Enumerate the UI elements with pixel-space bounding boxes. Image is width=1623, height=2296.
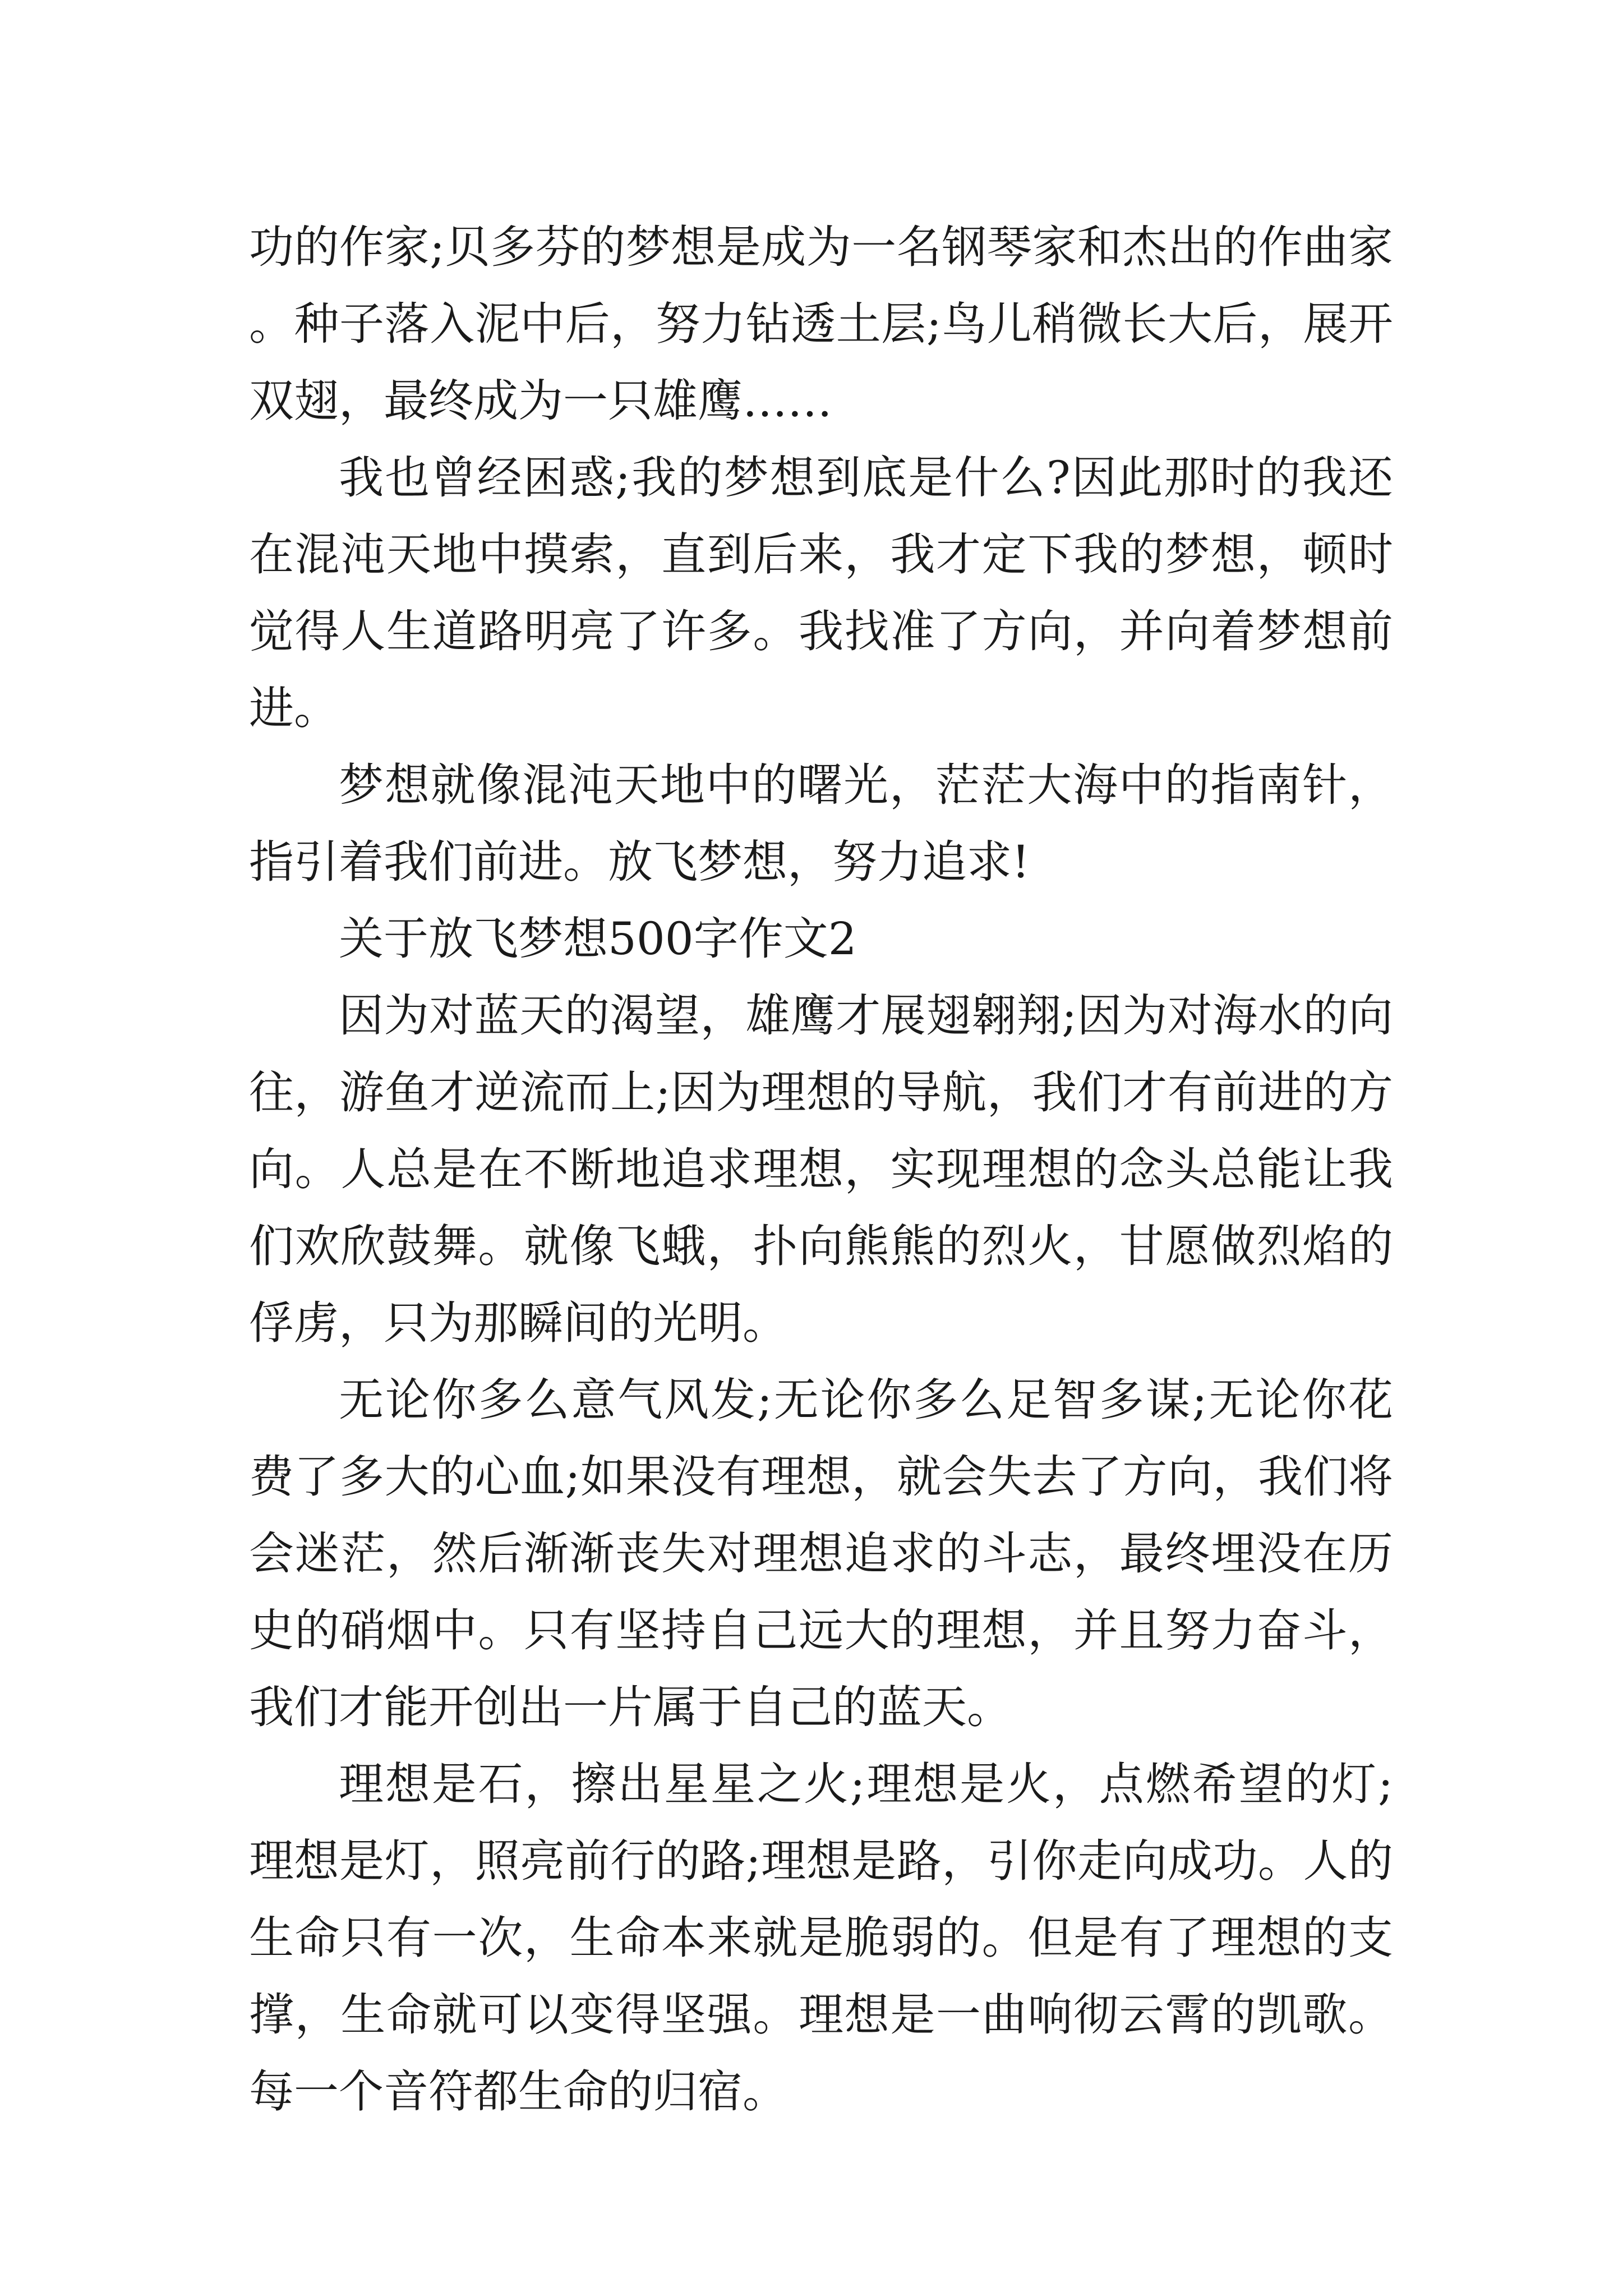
paragraph-2: 我也曾经困惑;我的梦想到底是什么?因此那时的我还在混沌天地中摸索，直到后来，我才定下我的梦想，顿时觉得人生道路明亮了许多。我找准了方向，并向着梦想前进。 bbox=[249, 452, 1393, 734]
paragraph-3: 梦想就像混沌天地中的曙光，茫茫大海中的指南针，指引着我们前进。放飞梦想，努力追求! bbox=[249, 759, 1393, 888]
paragraph-5: 无论你多么意气风发;无论你多么足智多谋;无论你花费了多大的心血;如果没有理想，就会失去了方向，我们将会迷茫，然后渐渐丧失对理想追求的斗志，最终埋没在历史的硝烟中。只有坚持自己远大的理想，并且努力奋斗，我们才能开创出一片属于自己的蓝天。 bbox=[249, 1374, 1393, 1733]
paragraph-1: 功的作家;贝多芬的梦想是成为一名钢琴家和杰出的作曲家。种子落入泥中后，努力钻透土层;鸟儿稍微长大后，展开双翅，最终成为一只雄鹰…… bbox=[249, 221, 1393, 427]
paragraph-4: 因为对蓝天的渴望，雄鹰才展翅翱翔;因为对海水的向往，游鱼才逆流而上;因为理想的导航，我们才有前进的方向。人总是在不断地追求理想，实现理想的念头总能让我们欢欣鼓舞。就像飞蛾，扑向熊熊的烈火，甘愿做烈焰的俘虏，只为那瞬间的光明。 bbox=[249, 990, 1393, 1349]
paragraph-6: 理想是石，擦出星星之火;理想是火，点燃希望的灯;理想是灯，照亮前行的路;理想是路，引你走向成功。人的生命只有一次，生命本来就是脆弱的。但是有了理想的支撑，生命就可以变得坚强。理想是一曲响彻云霄的凯歌。每一个音符都生命的归宿。 bbox=[249, 1758, 1393, 2118]
document-body bbox=[249, 209, 1393, 2130]
essay-title: 关于放飞梦想500字作文2 bbox=[339, 913, 857, 965]
